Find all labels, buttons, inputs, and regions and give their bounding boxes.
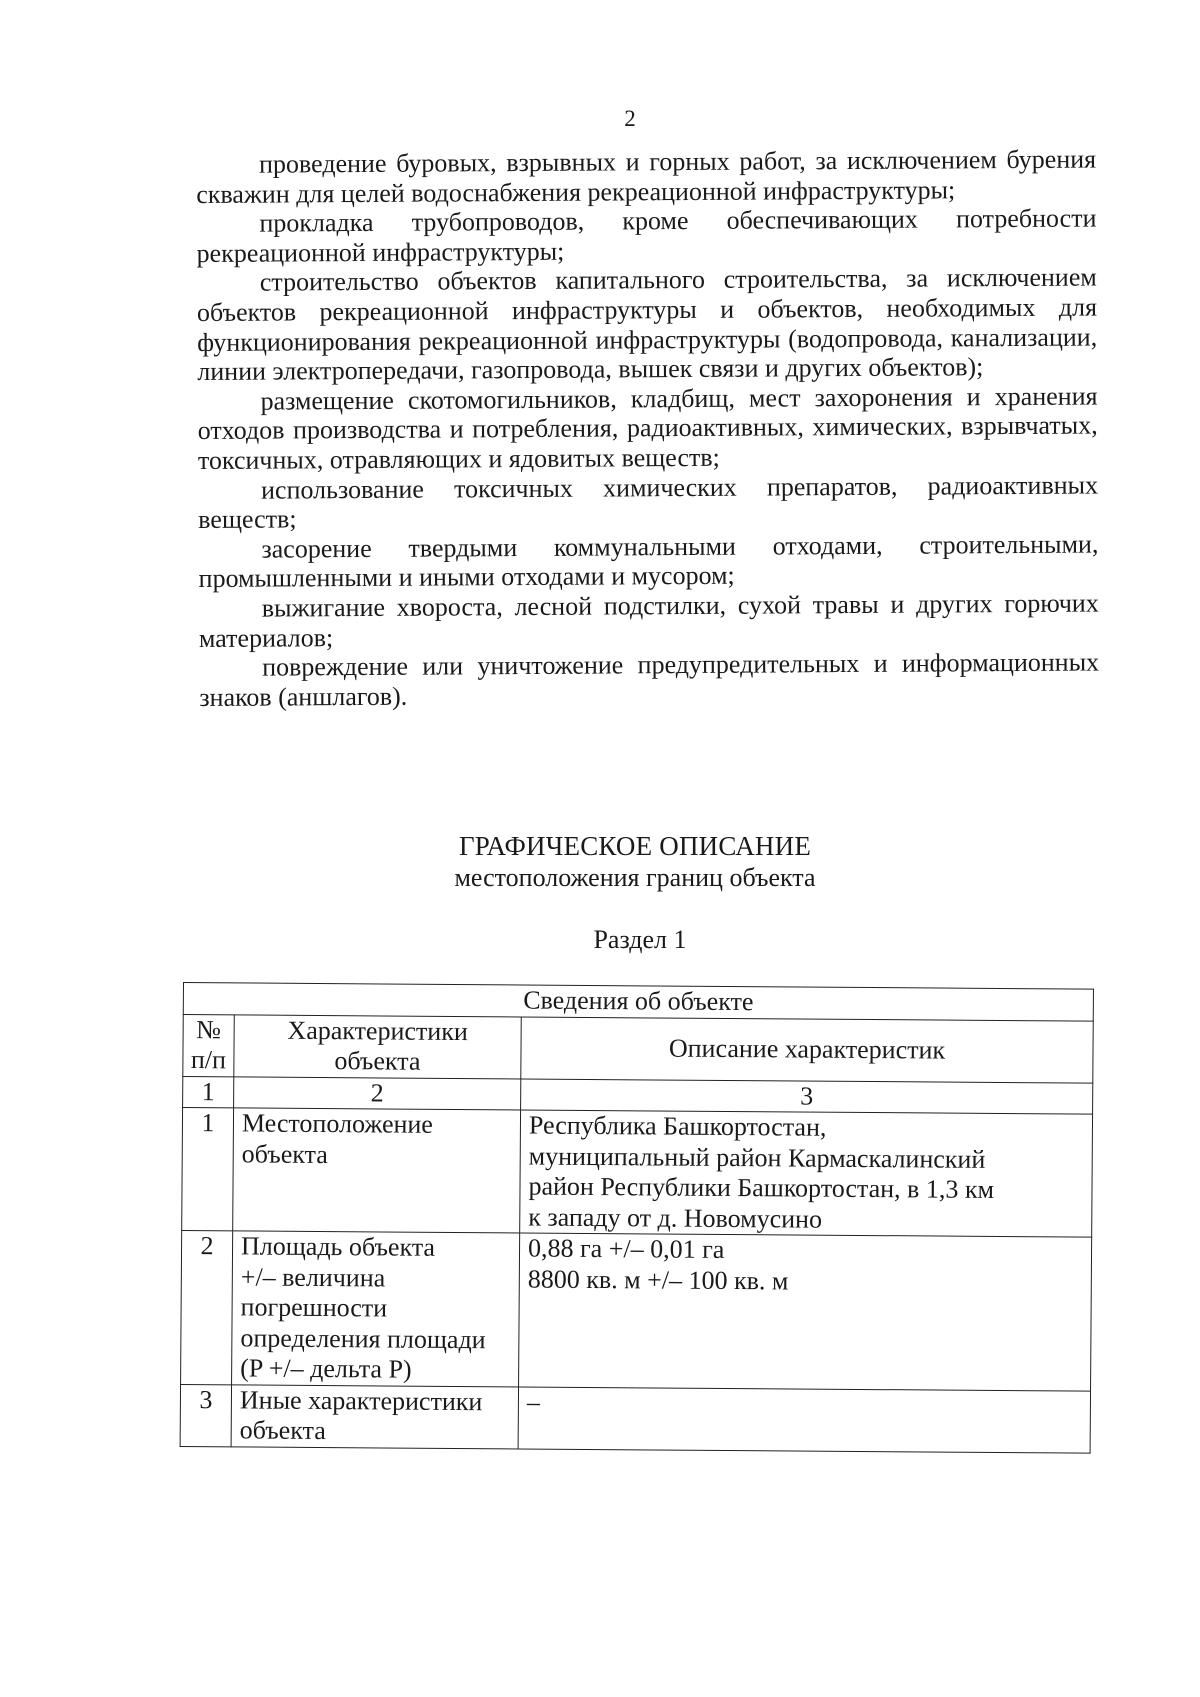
header-num-line: п/п [190,1045,227,1075]
row-number: 3 [180,1384,231,1446]
header-char-line: Характеристики [287,1015,468,1046]
paragraph: использование токсичных химических препаратов, радиоактивных веществ; [198,470,1099,535]
page-number: 2 [624,106,636,131]
table-caption: Сведения об объекте [183,983,1093,1021]
cell-line: Площадь объекта [240,1231,436,1262]
column-number: 3 [521,1078,1093,1114]
row-number: 1 [182,1108,234,1231]
cell-line: объекта [239,1415,326,1446]
cell-line: погрешности [240,1292,388,1323]
section-heading [0,830,1200,893]
cell-line: муниципальный район Кармаскалинский [528,1141,986,1174]
restrictions-text [196,145,1099,713]
cell-line: – [526,1387,541,1417]
paragraph: строительство объектов капитального строительства, за исключением объектов рекреационной инфраструктуры и объектов, необходимых для функционирования рекреационной инфраструктуры (водопровода, канализации, линии электропередачи, газопровода, вышек связи и других объектов); [196,262,1098,387]
table-header-row [183,1014,1093,1083]
table-row [182,1108,1093,1238]
cell-line: Иные характеристики [239,1384,483,1416]
row-description [518,1386,1090,1452]
object-info-table [180,982,1094,1453]
column-number: 2 [234,1076,521,1110]
row-characteristic [233,1108,521,1233]
row-characteristic [232,1231,520,1387]
cell-line: определения площади [240,1322,486,1354]
header-char-line: объекта [334,1046,421,1076]
row-number: 2 [181,1230,233,1384]
table-row [181,1230,1092,1390]
header-num [183,1014,234,1076]
cell-line: 0,88 га +/– 0,01 га [527,1233,725,1264]
paragraph: размещение скотомогильников, кладбищ, мест захоронения и хранения отходов производства и потребления, радиоактивных, химических, взрывчатых, токсичных, отравляющих и ядовитых веществ; [197,381,1098,475]
header-num-line: № [196,1014,222,1044]
header-characteristics [234,1014,521,1078]
paragraph: засорение твердыми коммунальными отходами, строительными, промышленными и иными отходами и мусором; [198,529,1099,594]
cell-line: (P +/– дельта P) [240,1353,412,1384]
table-row [180,1384,1090,1453]
cell-line: Республика Башкортостан, [528,1110,827,1142]
cell-line: район Республики Башкортостан, в 1,3 км [528,1171,995,1204]
heading-subtitle: местоположения границ объекта [454,863,816,892]
heading-title: ГРАФИЧЕСКОЕ ОПИСАНИЕ [458,831,812,861]
paragraph: прокладка трубопроводов, кроме обеспечивающих потребности рекреационной инфраструктуры; [196,203,1097,268]
cell-line: объекта [241,1138,328,1169]
row-description [519,1233,1092,1391]
paragraph: проведение буровых, взрывных и горных работ, за исключением бурения скважин для целей водоснабжения рекреационной инфраструктуры; [196,144,1097,209]
cell-line: Местоположение [241,1108,434,1139]
header-description: Описание характеристик [521,1016,1093,1082]
column-number: 1 [183,1076,234,1108]
paragraph: выжигание хвороста, лесной подстилки, сухой травы и других горючих материалов; [198,588,1099,653]
row-characteristic [231,1384,518,1448]
row-description [520,1110,1093,1237]
paragraph: повреждение или уничтожение предупредительных и информационных знаков (аншлагов). [199,647,1100,712]
cell-line: +/– величина [240,1261,386,1292]
cell-line: 8800 кв. м +/– 100 кв. м [527,1264,789,1295]
cell-line: к западу от д. Новомусино [528,1202,823,1234]
section-label: Раздел 1 [593,925,687,954]
